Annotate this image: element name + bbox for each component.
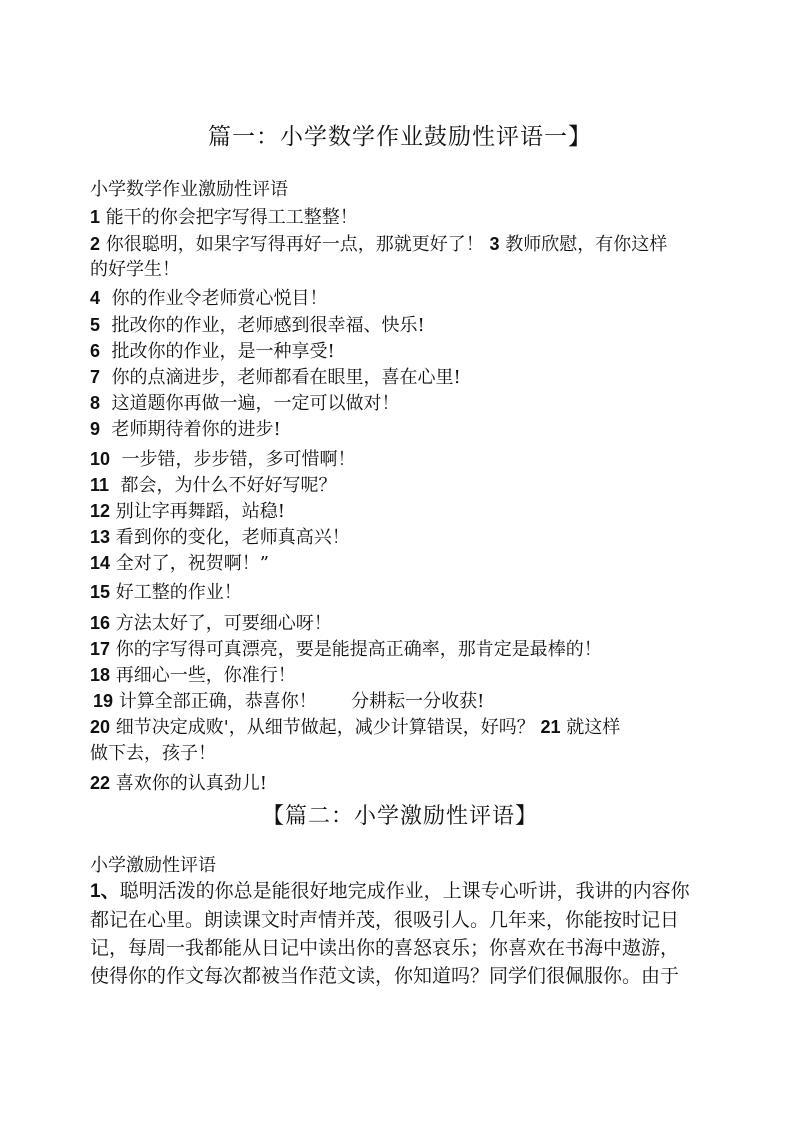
comment-line [90,609,332,635]
paragraph-line: 使得你的作文每次都被当作范文读，你知道吗？同学们很佩服你。由于 [90,965,680,987]
comment-number: 1 [90,207,101,227]
comment-number: 22 [90,773,111,793]
comment-line [90,363,461,389]
comment-number: 18 [90,665,111,685]
comment-line [90,389,399,415]
comment-text: 批改你的作业，老师感到很幸福、快乐! [111,315,425,336]
paragraph-line: 都记在心里。朗读课文时声情并茂，很吸引人。几年来，你能按时记日 [90,909,680,931]
comment-number: 9 [90,419,101,439]
comment-number: 13 [90,527,111,547]
comment-number: 5 [90,315,101,335]
comment-line [90,337,335,363]
comment-line [90,661,296,687]
paragraph-line [90,877,715,906]
comment-text: 都会，为什么不好好写呢？ [120,475,337,496]
comment-text: 老师期待着你的进步! [111,419,281,440]
comment-number: 8 [90,393,101,413]
section1-heading: 篇一：小学数学作业鼓励性评语一】 [208,124,592,150]
comment-text: 全对了，祝贺啊！” [115,553,269,574]
comment-text: 细节决定成败'，从细节做起，减少计算错误，好吗？ [115,717,535,738]
paragraph-line: 记，每周一我都能从日记中读出你的喜怒哀乐；你喜欢在书海中遨游， [90,937,680,959]
comment-text: 你的作业令老师赏心悦目！ [111,288,328,309]
paragraph-text: 聪明活泼的你总是能很好地完成作业，上课专心听讲，我讲的内容你 [119,880,690,902]
comment-line [90,311,425,337]
comment-number: 14 [90,553,111,573]
comment-line [90,284,327,310]
comment-line [90,523,350,549]
comment-line [90,445,355,471]
comment-line [90,713,620,739]
comment-text: 一步错，步步错，多可惜啊！ [121,449,356,470]
comment-number: 2 [90,234,101,254]
comment-text: 教师欣慰，有你这样 [505,234,668,255]
comment-number: 7 [90,367,101,387]
comment-number: 15 [90,582,111,602]
comment-text: 喜欢你的认真劲儿! [115,773,267,794]
comment-number: 12 [90,501,111,521]
comment-text: 就这样 [566,717,621,738]
comment-text: 能干的你会把字写得工工整整！ [105,207,358,228]
comment-text: 这道题你再做一遍，一定可以做对！ [111,393,400,414]
comment-line [90,549,269,575]
comment-text: 别让字再舞蹈，站稳! [115,501,285,522]
comment-text: 分耕耘一分收获! [351,691,485,712]
comment-line [90,203,358,229]
comment-line [90,635,602,661]
section2-heading: 【篇二：小学激励性评语】 [261,804,538,829]
section2-subtitle: 小学激励性评语 [90,855,216,876]
comment-text: 你的字写得可真漂亮，要是能提高正确率，那肯定是最棒的！ [115,639,602,660]
comment-text: 方法太好了，可要细心呀！ [115,613,332,634]
comment-number: 11 [90,475,110,495]
comment-number: 21 [540,717,561,737]
section1-subtitle: 小学数学作业激励性评语 [90,179,288,200]
comment-number: 4 [90,288,101,308]
paragraph-number: 1、 [90,881,120,902]
comment-line [90,578,242,604]
comment-line [93,687,484,713]
comment-number: 20 [90,717,111,737]
comment-number: 10 [90,449,111,469]
comment-text: 做下去，孩子！ [90,743,216,764]
comment-line [90,471,336,497]
comment-line [90,255,180,281]
comment-line [90,497,285,523]
comment-number: 6 [90,341,101,361]
comment-text: 计算全部正确，恭喜你！ [118,691,317,712]
comment-text: 批改你的作业，是一种享受! [111,341,335,362]
comment-text: 的好学生！ [90,259,180,280]
comment-line [90,230,667,256]
comment-number: 16 [90,613,111,633]
comment-number: 17 [90,639,111,659]
section2-paragraph [90,877,715,990]
comment-line [90,769,267,795]
comment-text: 再细心一些，你准行！ [115,665,296,686]
comment-line [90,739,216,765]
comment-text: 你很聪明，如果字写得再好一点，那就更好了！ [105,234,484,255]
comment-text: 好工整的作业！ [115,582,242,603]
comment-text: 看到你的变化，老师真高兴！ [115,527,350,548]
comment-text: 你的点滴进步，老师都看在眼里，喜在心里! [111,367,461,388]
comment-number: 3 [489,234,500,254]
comment-line [90,415,281,441]
comment-number: 19 [93,691,114,711]
